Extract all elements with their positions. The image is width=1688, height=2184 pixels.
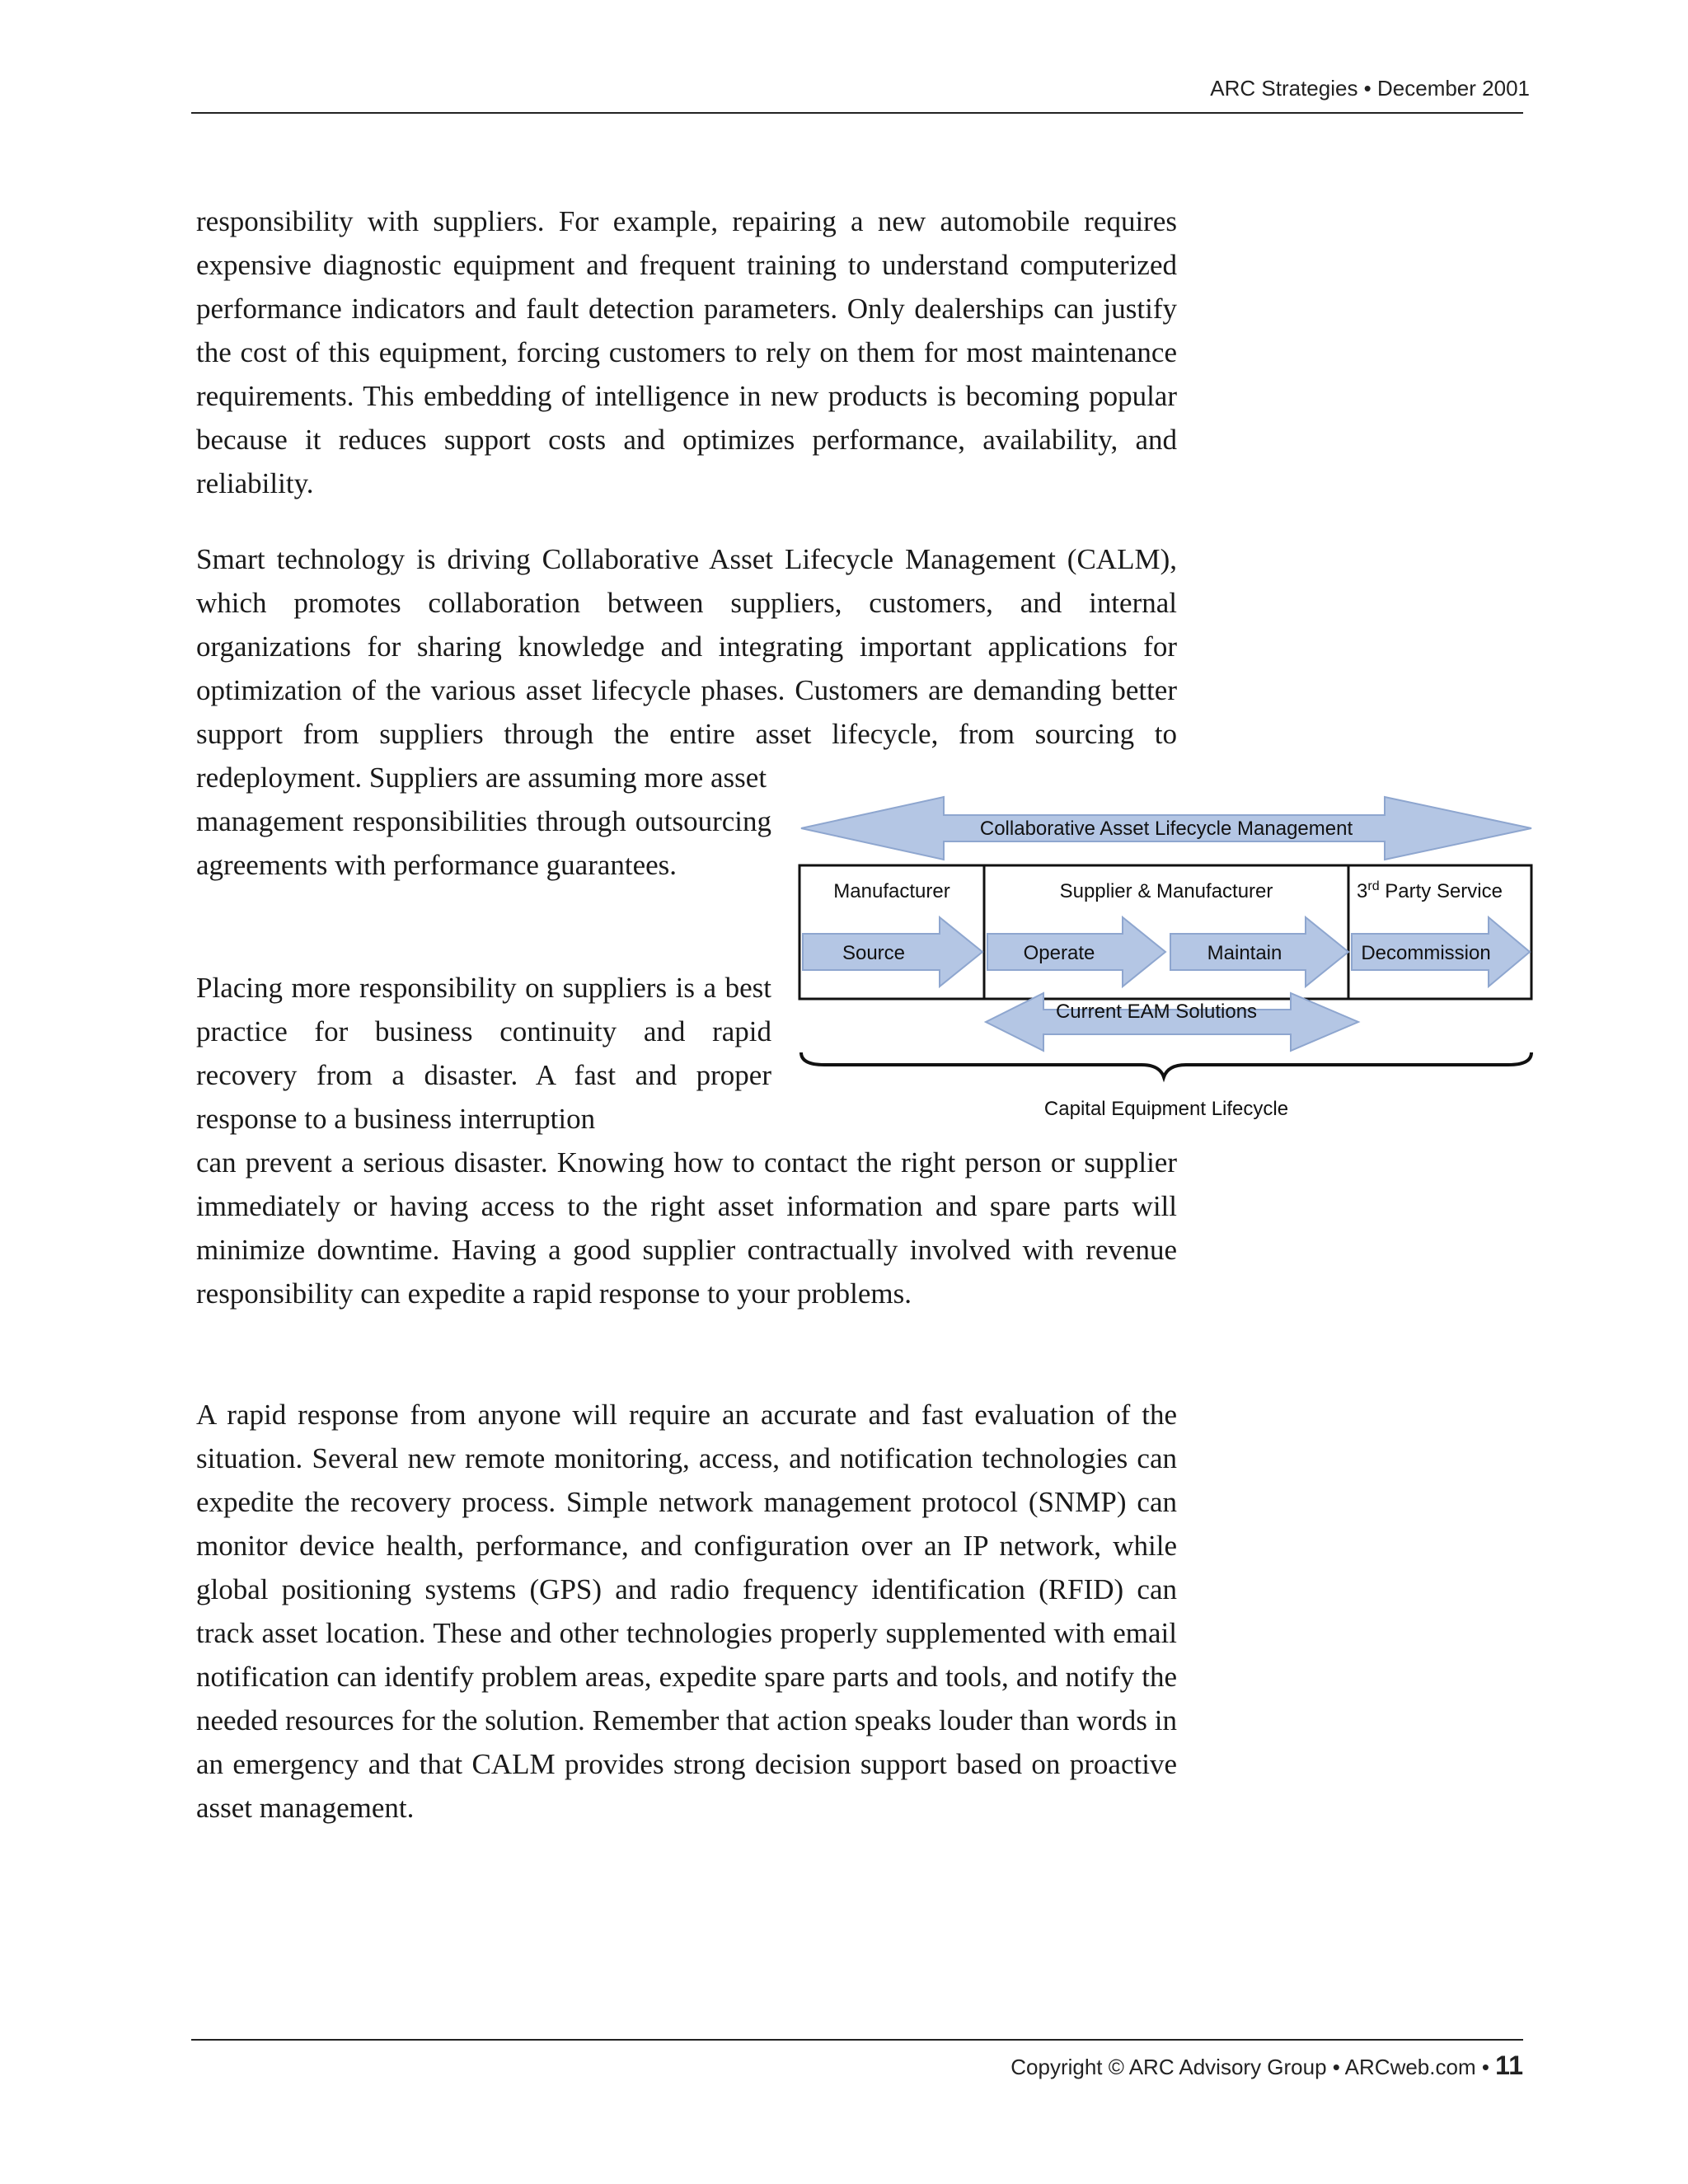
body-column-narrow: [196, 799, 771, 887]
paragraph-4: A rapid response from anyone will require an accurate and fast evaluation of the situation. Several new remote monitoring, access, and notification technologies can expedite the recovery process. Simple network management protocol (SNMP) can monitor device health, performance, and configuration over an IP network, while global positioning systems (GPS) and radio frequency identification (RFID) can track asset location. These and other technologies properly supplemented with email notification can identify problem areas, expedite spare parts and tools, and notify the needed resources for the solution. Remember that action speaks louder than words in an emergency and that CALM provides strong decision support based on proactive asset management.: [196, 1399, 1177, 1824]
lifecycle-brace: [801, 1052, 1531, 1077]
body-column: [196, 199, 1177, 505]
paragraph-3-narrow: Placing more responsibility on suppliers is a best practice for business continuity and rapid recovery from a disaster. A fast and proper response to a business interruption: [196, 972, 771, 1135]
calm-lifecycle-diagram: [791, 787, 1541, 1133]
running-footer: [1010, 2050, 1523, 2081]
paragraph-2-full: Smart technology is driving Collaborative Asset Lifecycle Management (CALM), which promotes collaboration between suppliers, customers, and internal organizations for sharing knowledge and integrating important applications for optimization of the various asset lifecycle phases. Customers are demanding better support from suppliers through the entire asset lifecycle, from sourcing to redeployment. Suppliers are assuming more asset: [196, 543, 1177, 794]
capital-equipment-lifecycle-label: Capital Equipment Lifecycle: [1043, 1098, 1289, 1120]
body-column: [196, 537, 1177, 799]
paragraph-3-full: can prevent a serious disaster. Knowing how to contact the right person or supplier immediately or having access to the right asset information and spare parts will minimize downtime. Having a good supplier contractually involved with revenue responsibility can expedite a rapid response to your problems.: [196, 1146, 1177, 1310]
header-rule: [191, 112, 1523, 114]
eam-arrow-label: Current EAM Solutions: [1055, 1001, 1258, 1023]
supplier-manufacturer-header: Supplier & Manufacturer: [1059, 880, 1273, 902]
copyright-text: Copyright © ARC Advisory Group • ARCweb.com •: [1010, 2055, 1496, 2079]
body-column: [196, 1393, 1177, 1830]
third-party-service-header: 3rd Party Service: [1357, 879, 1503, 902]
paragraph-2-narrow: management responsibilities through outsourcing agreements with performance guarantees.: [196, 805, 771, 881]
operate-label: Operate: [1023, 942, 1095, 964]
maintain-label: Maintain: [1207, 942, 1282, 964]
body-column-narrow: [196, 966, 771, 1141]
running-header: ARC Strategies • December 2001: [1210, 76, 1530, 101]
body-column: [196, 1141, 1177, 1315]
footer-rule: [191, 2039, 1523, 2041]
manufacturer-header: Manufacturer: [833, 880, 950, 902]
collaborative-arrow-label: Collaborative Asset Lifecycle Management: [979, 818, 1353, 840]
paragraph-1: responsibility with suppliers. For example, repairing a new automobile requires expensive diagnostic equipment and frequent training to understand computerized performance indicators and fault detection parameters. Only dealerships can justify the cost of this equipment, forcing customers to rely on them for most maintenance requirements. This embedding of intelligence in new products is becoming popular because it reduces support costs and optimizes performance, availability, and reliability.: [196, 205, 1177, 499]
source-label: Source: [842, 942, 906, 964]
page-number: 11: [1495, 2050, 1523, 2080]
decommission-label: Decommission: [1361, 942, 1491, 964]
